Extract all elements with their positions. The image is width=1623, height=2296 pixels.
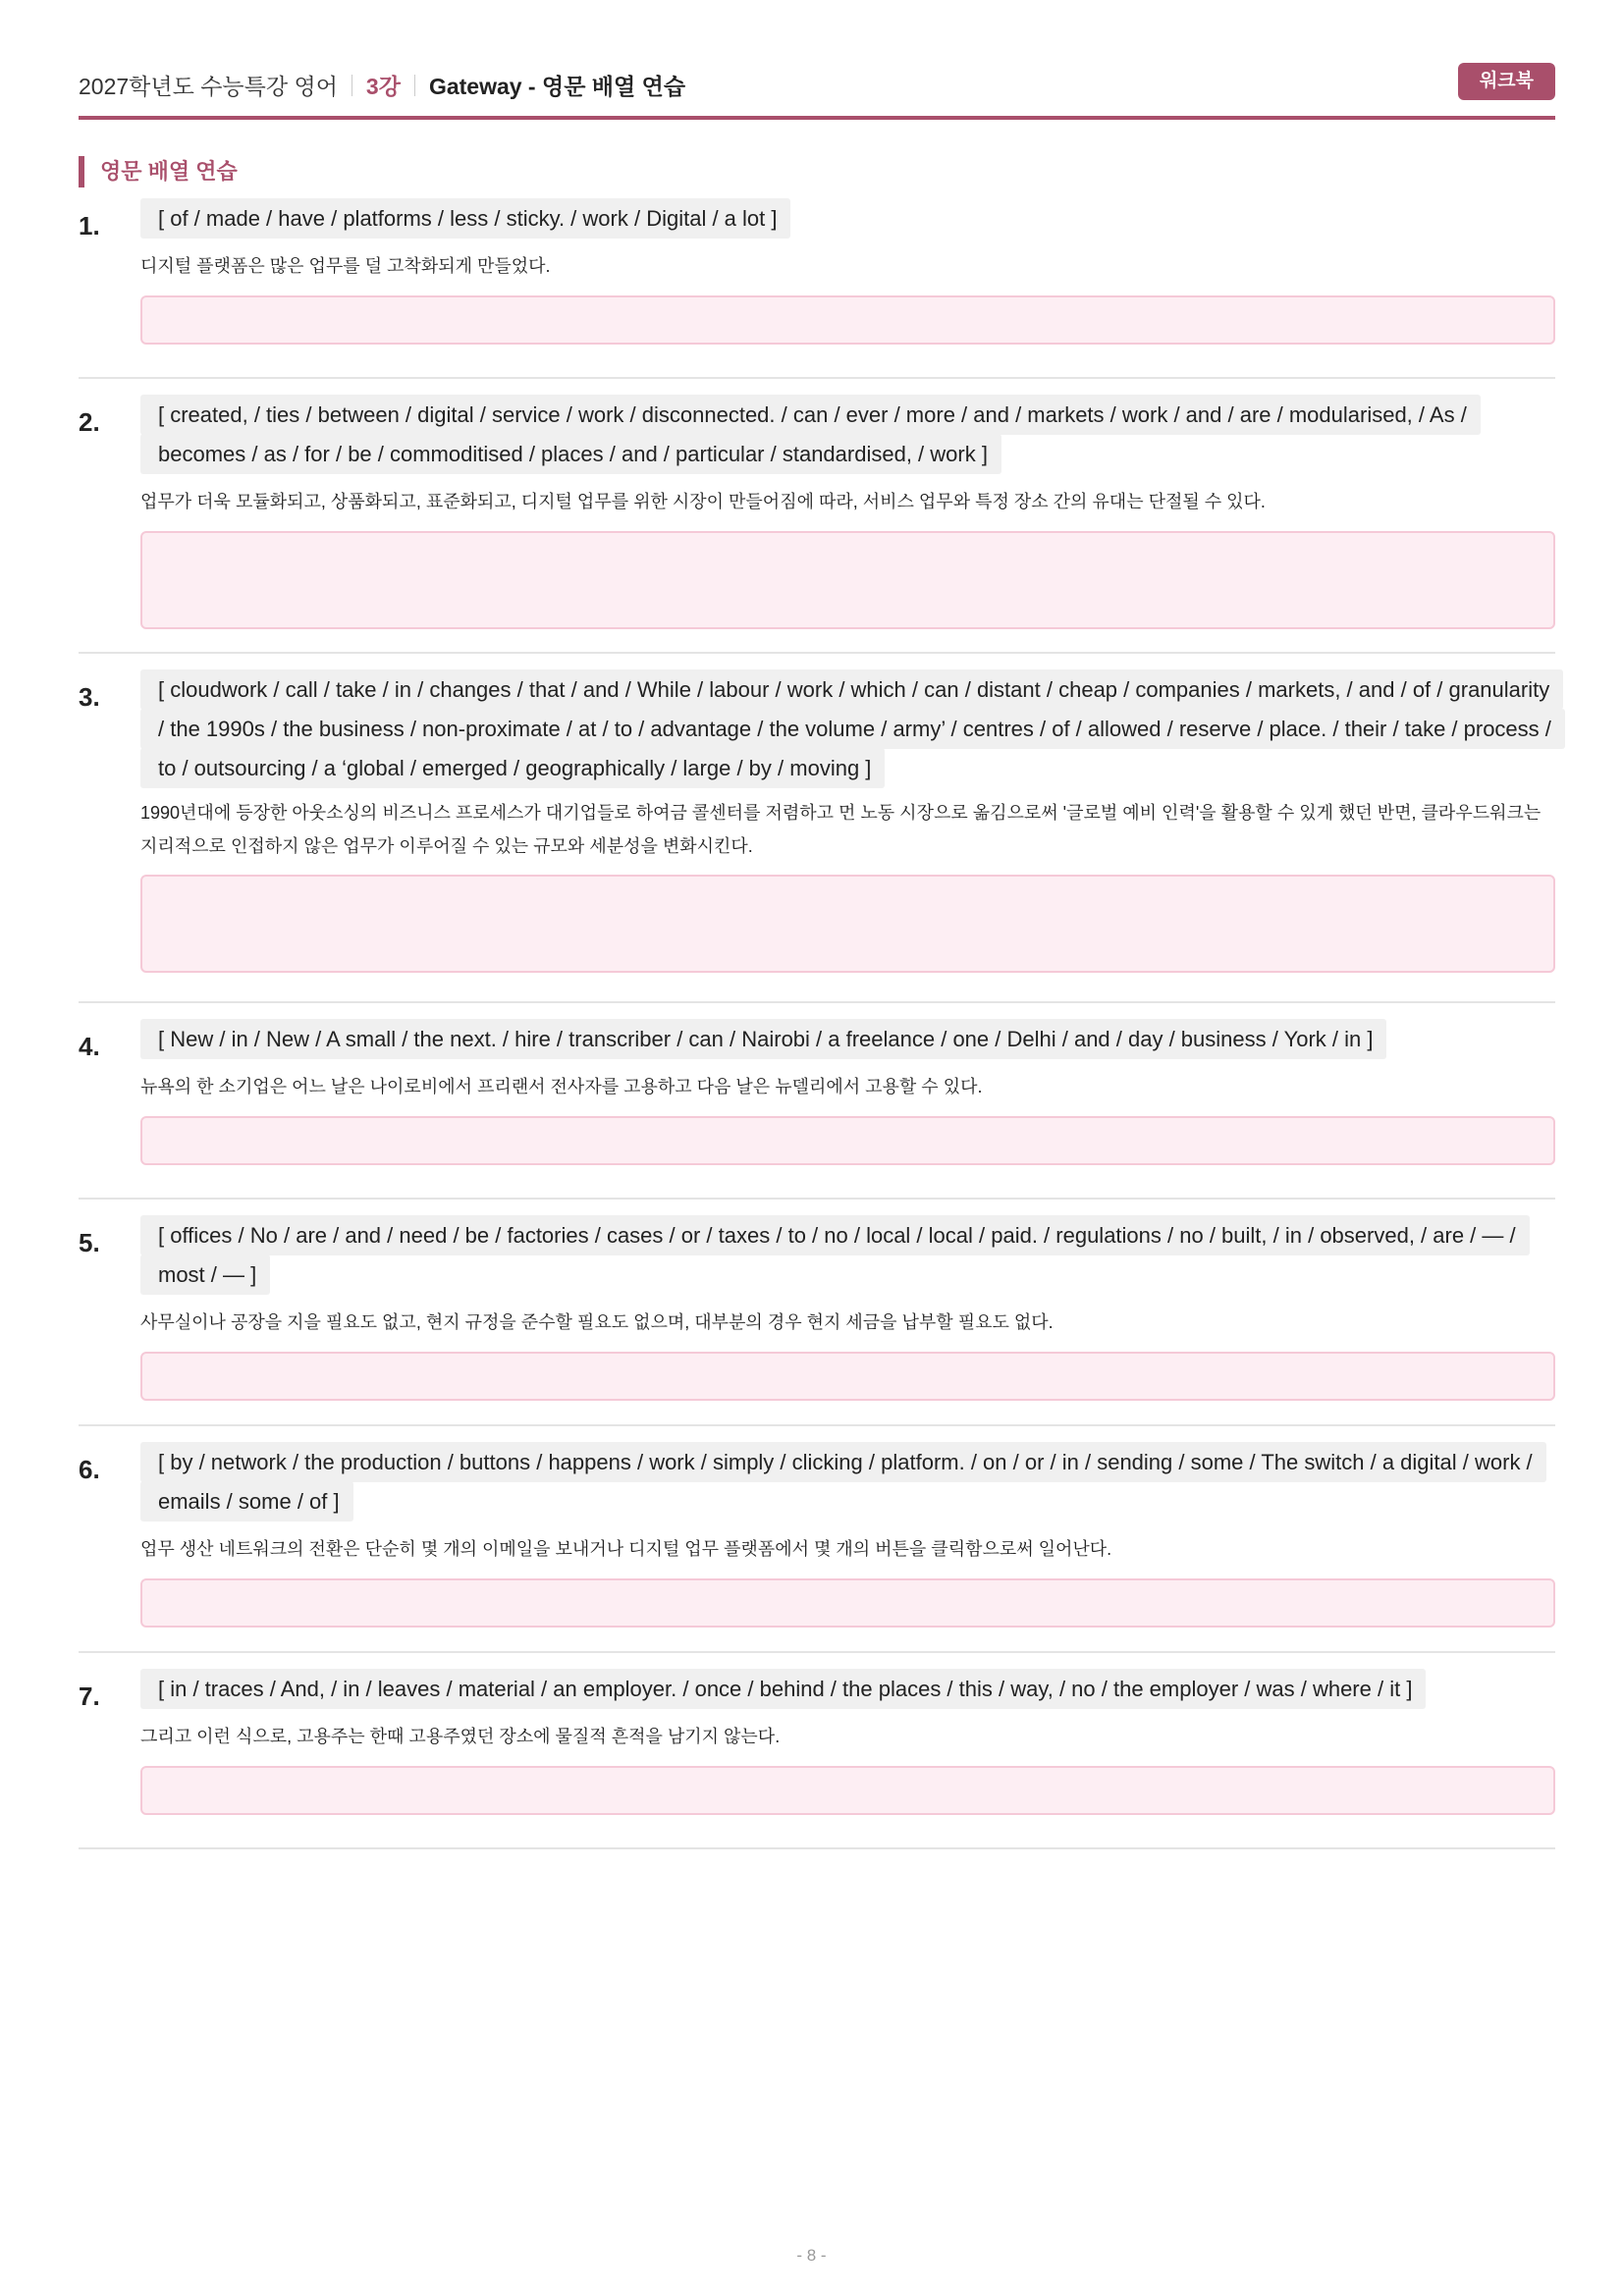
item-number: 6. (79, 1455, 100, 1484)
korean-translation: 1990년대에 등장한 아웃소싱의 비즈니스 프로세스가 대기업들로 하여금 콜센터를 저렴하고 먼 노동 시장으로 옮김으로써 '글로벌 예비 인력'을 활용할 수 있게 했던 반면, 클라우드워크는 지리적으로 인접하지 않은 업무가 이루어질 수 있는 규모와 세분성을 변화시킨다. (140, 803, 1542, 856)
word-bank-text: [ of / made / have / platforms / less / sticky. / work / Digital / a lot ] (140, 198, 790, 239)
exercise-item-1 (79, 199, 1555, 345)
korean-translation: 디지털 플랫폼은 많은 업무를 덜 고착화되게 만들었다. (140, 256, 551, 276)
word-bank (140, 199, 1555, 239)
item-number: 4. (79, 1032, 100, 1061)
word-bank-text: [ New / in / New / A small / the next. / hire / transcriber / can / Nairobi / a freelance / one / Delhi / and / day / business / York / in ] (140, 1019, 1386, 1059)
exercise-item-5 (79, 1216, 1555, 1401)
page-title: Gateway - 영문 배열 연습 (428, 74, 686, 99)
korean-translation: 사무실이나 공장을 지을 필요도 없고, 현지 규정을 준수할 필요도 없으며, 대부분의 경우 현지 세금을 납부할 필요도 없다. (140, 1312, 1054, 1332)
word-bank-text: [ offices / No / are / and / need / be / factories / cases / or / taxes / to / no / local / local / paid. / regulations / no / built, / in / observed, / are / — / most / — ] (140, 1215, 1530, 1295)
page-number: - 8 - (796, 2246, 827, 2265)
book-title: 2027학년도 수능특강 영어 (79, 74, 338, 99)
item-number: 5. (79, 1228, 100, 1257)
item-number: 7. (79, 1682, 100, 1711)
word-bank-text: [ created, / ties / between / digital / service / work / disconnected. / can / ever / more / and / markets / work / and / are / modularised, / As / becomes / as / for / be / commoditised / places / and / particular / standardised, / work ] (140, 395, 1481, 474)
word-bank (140, 670, 1555, 788)
section-title: 영문 배열 연습 (79, 156, 238, 187)
word-bank-text: [ cloudwork / call / take / in / changes / that / and / While / labour / work / which / can / distant / cheap / companies / markets, / and / of / granularity / the 1990s / the business / non-proximate / at / to / advantage / the volume / army’ / centres / of / allowed / reserve / place. / their / take / process / to / outsourcing / a ‘global / emerged / geographically / large / by / moving ] (140, 669, 1565, 788)
korean-translation: 업무 생산 네트워크의 전환은 단순히 몇 개의 이메일을 보내거나 디지털 업무 플랫폼에서 몇 개의 버튼을 클릭함으로써 일어난다. (140, 1539, 1112, 1559)
header-separator (414, 75, 415, 96)
unit-label: 3강 (365, 74, 401, 99)
korean-translation: 뉴욕의 한 소기업은 어느 날은 나이로비에서 프리랜서 전사자를 고용하고 다음 날은 뉴델리에서 고용할 수 있다. (140, 1077, 983, 1096)
answer-box[interactable] (140, 1116, 1555, 1165)
workbook-badge: 워크북 (1458, 63, 1555, 100)
answer-box[interactable] (140, 531, 1555, 629)
item-number: 1. (79, 211, 100, 240)
word-bank (140, 1443, 1555, 1522)
korean-translation: 그리고 이런 식으로, 고용주는 한때 고용주였던 장소에 물질적 흔적을 남기지 않는다. (140, 1727, 781, 1746)
answer-box[interactable] (140, 1352, 1555, 1401)
page-header (79, 63, 1555, 106)
item-number: 2. (79, 407, 100, 437)
answer-box[interactable] (140, 1766, 1555, 1815)
word-bank (140, 1670, 1555, 1709)
item-divider (79, 1198, 1555, 1200)
exercise-item-3 (79, 670, 1555, 973)
item-number: 3. (79, 682, 100, 712)
exercise-item-4 (79, 1020, 1555, 1165)
word-bank (140, 1216, 1555, 1295)
answer-box[interactable] (140, 295, 1555, 345)
word-bank-text: [ in / traces / And, / in / leaves / material / an employer. / once / behind / the places / this / way, / no / the employer / was / where / it ] (140, 1669, 1426, 1709)
item-divider (79, 1424, 1555, 1426)
korean-translation: 업무가 더욱 모듈화되고, 상품화되고, 표준화되고, 디지털 업무를 위한 시장이 만들어짐에 따라, 서비스 업무와 특정 장소 간의 유대는 단절될 수 있다. (140, 492, 1266, 511)
answer-box[interactable] (140, 875, 1555, 973)
item-divider (79, 652, 1555, 654)
exercise-item-2 (79, 396, 1555, 629)
header-rule (79, 116, 1555, 120)
word-bank-text: [ by / network / the production / buttons / happens / work / simply / clicking / platform. / on / or / in / sending / some / The switch / a digital / work / emails / some / of ] (140, 1442, 1546, 1522)
exercise-item-6 (79, 1443, 1555, 1628)
exercise-item-7 (79, 1670, 1555, 1815)
word-bank (140, 1020, 1555, 1059)
item-divider (79, 1001, 1555, 1003)
item-divider (79, 377, 1555, 379)
item-divider (79, 1847, 1555, 1849)
answer-box[interactable] (140, 1578, 1555, 1628)
word-bank (140, 396, 1555, 474)
item-divider (79, 1651, 1555, 1653)
